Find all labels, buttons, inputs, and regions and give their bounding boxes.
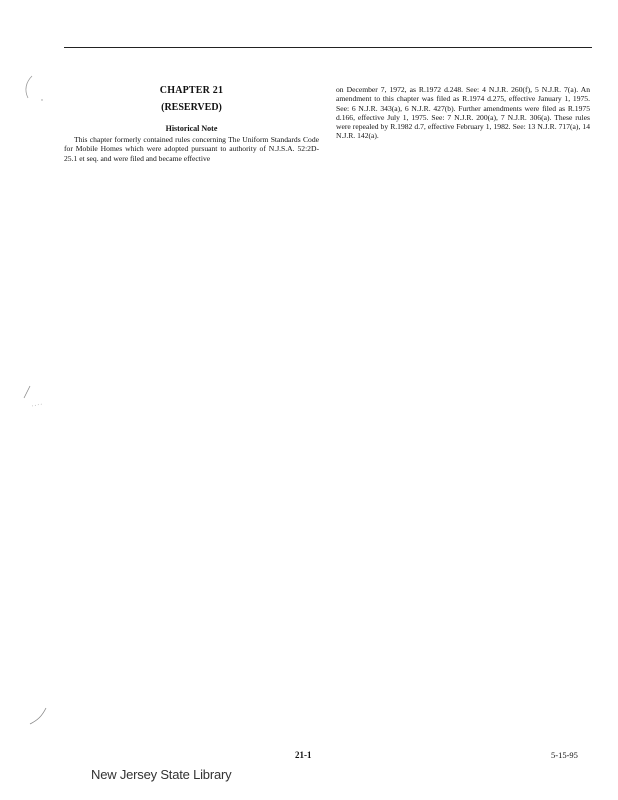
historical-note-text-right: on December 7, 1972, as R.1972 d.248. See: 4 N.J.R. 260(f), 5 N.J.R. 7(a). An amendment to this chapter was filed as R.1974 d.275, effective January 1, 1975. See: 6 N.J.R. 343(a), 6 N.J.R. 427(b). Further amendments were filed as R.1975 d.166, effective July 1, 1975. See: 7 N.J.R. 200(a), 7 N.J.R. 306(a). These rules were repealed by R.1982 d.7, effective February 1, 1982. See: 13 N.J.R. 717(a), 14 N.J.R. 142(a).	[336, 85, 590, 141]
historical-note-text-left: This chapter formerly contained rules concerning The Uniform Standards Code for Mobile Homes which were adopted pursuant to authority of N.J.S.A. 52:2D-25.1 et seq. and were filed and became effective	[64, 135, 319, 163]
left-column	[64, 85, 319, 163]
historical-note-heading: Historical Note	[165, 124, 218, 133]
header-rule	[64, 47, 592, 48]
chapter-title: CHAPTER 21	[159, 85, 224, 96]
revision-date: 5-15-95	[551, 750, 578, 760]
scan-mark-top	[18, 72, 52, 108]
page-number: 21-1	[295, 750, 312, 760]
library-stamp: New Jersey State Library	[91, 767, 232, 782]
chapter-status: (RESERVED)	[161, 102, 222, 113]
scan-mark-bottom	[26, 706, 52, 728]
right-column	[336, 85, 590, 141]
scan-mark-middle	[18, 382, 52, 412]
